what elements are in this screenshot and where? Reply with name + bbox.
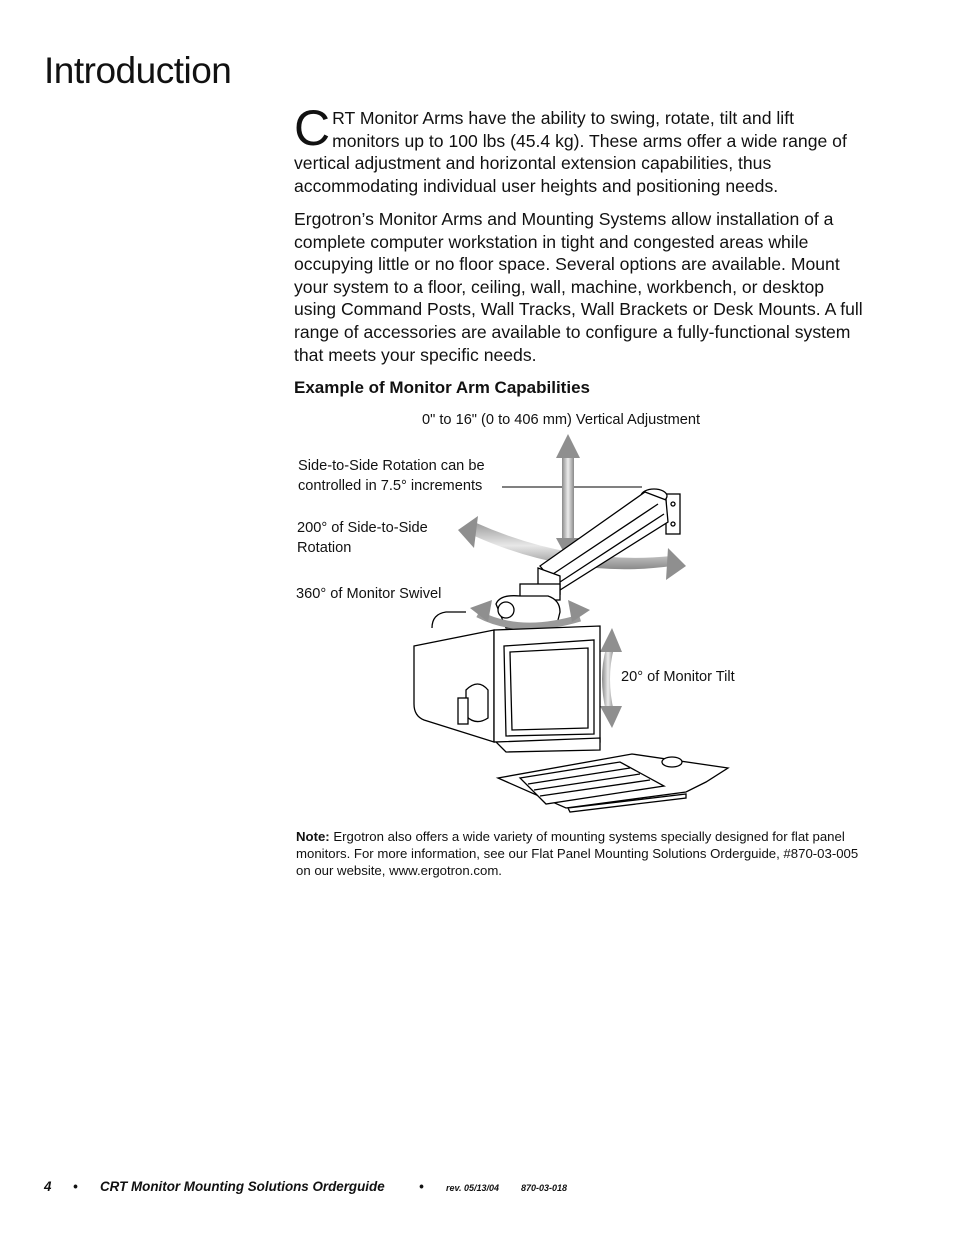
footer-revision: rev. 05/13/04 (446, 1183, 500, 1193)
intro-paragraph-1-text: RT Monitor Arms have the ability to swing, rotate, tilt and lift monitors up to 100 lbs (45.4 kg). These arms offer a wide range of vertical adjustment and horizontal extension capabilities, thus accommodating individual user heights and positioning needs. (294, 108, 847, 196)
note-text: Ergotron also offers a wide variety of mounting systems specially designed for flat panel monitors. For more information, see our Flat Panel Mounting Solutions Orderguide, #870-03-005 on our website, www.ergotron.com. (296, 829, 859, 878)
intro-paragraph-2-text: Ergotron’s Monitor Arms and Mounting Systems allow installation of a complete computer workstation in tight and congested areas while occupying little or no floor space. Several options are available. Mount your system to a floor, ceiling, wall, machine, workbench, or desktop using Command Posts, Wall Tracks, Wall Brackets or Desk Mounts. A full range of accessories are available to configure a fully-functional system that meets your specific needs. (294, 209, 863, 365)
note (296, 828, 866, 879)
footer-page-number: 4 (44, 1179, 52, 1194)
callout-rotation-line-1: Side-to-Side Rotation can be (298, 458, 485, 474)
wall-bracket (666, 494, 680, 534)
footer-bullet-2: • (419, 1179, 424, 1194)
tilt-arrow (600, 628, 622, 728)
footer-doc-number: 870-03-018 (521, 1183, 568, 1193)
footer-doc-title: CRT Monitor Mounting Solutions Orderguide (100, 1179, 385, 1194)
crt-monitor (414, 612, 600, 752)
note-label: Note: (296, 829, 330, 844)
callout-side-rotation (297, 518, 428, 558)
callout-monitor-tilt: 20° of Monitor Tilt (621, 669, 735, 685)
callout-vertical-adjustment: 0" to 16" (0 to 406 mm) Vertical Adjustment (422, 412, 701, 428)
callout-side-line-1: 200° of Side-to-Side (297, 520, 428, 536)
page-title: Introduction (44, 50, 232, 91)
arm-body (538, 489, 668, 594)
callout-rotation-increments (298, 456, 485, 496)
callout-monitor-swivel: 360° of Monitor Swivel (296, 586, 442, 602)
callout-side-line-2: Rotation (297, 540, 352, 556)
footer-bullet-1: • (73, 1179, 78, 1194)
callout-rotation-line-2: controlled in 7.5° increments (298, 478, 483, 494)
drop-cap: C (294, 100, 331, 156)
keyboard-tray (498, 754, 728, 812)
figure-title: Example of Monitor Arm Capabilities (294, 378, 590, 397)
